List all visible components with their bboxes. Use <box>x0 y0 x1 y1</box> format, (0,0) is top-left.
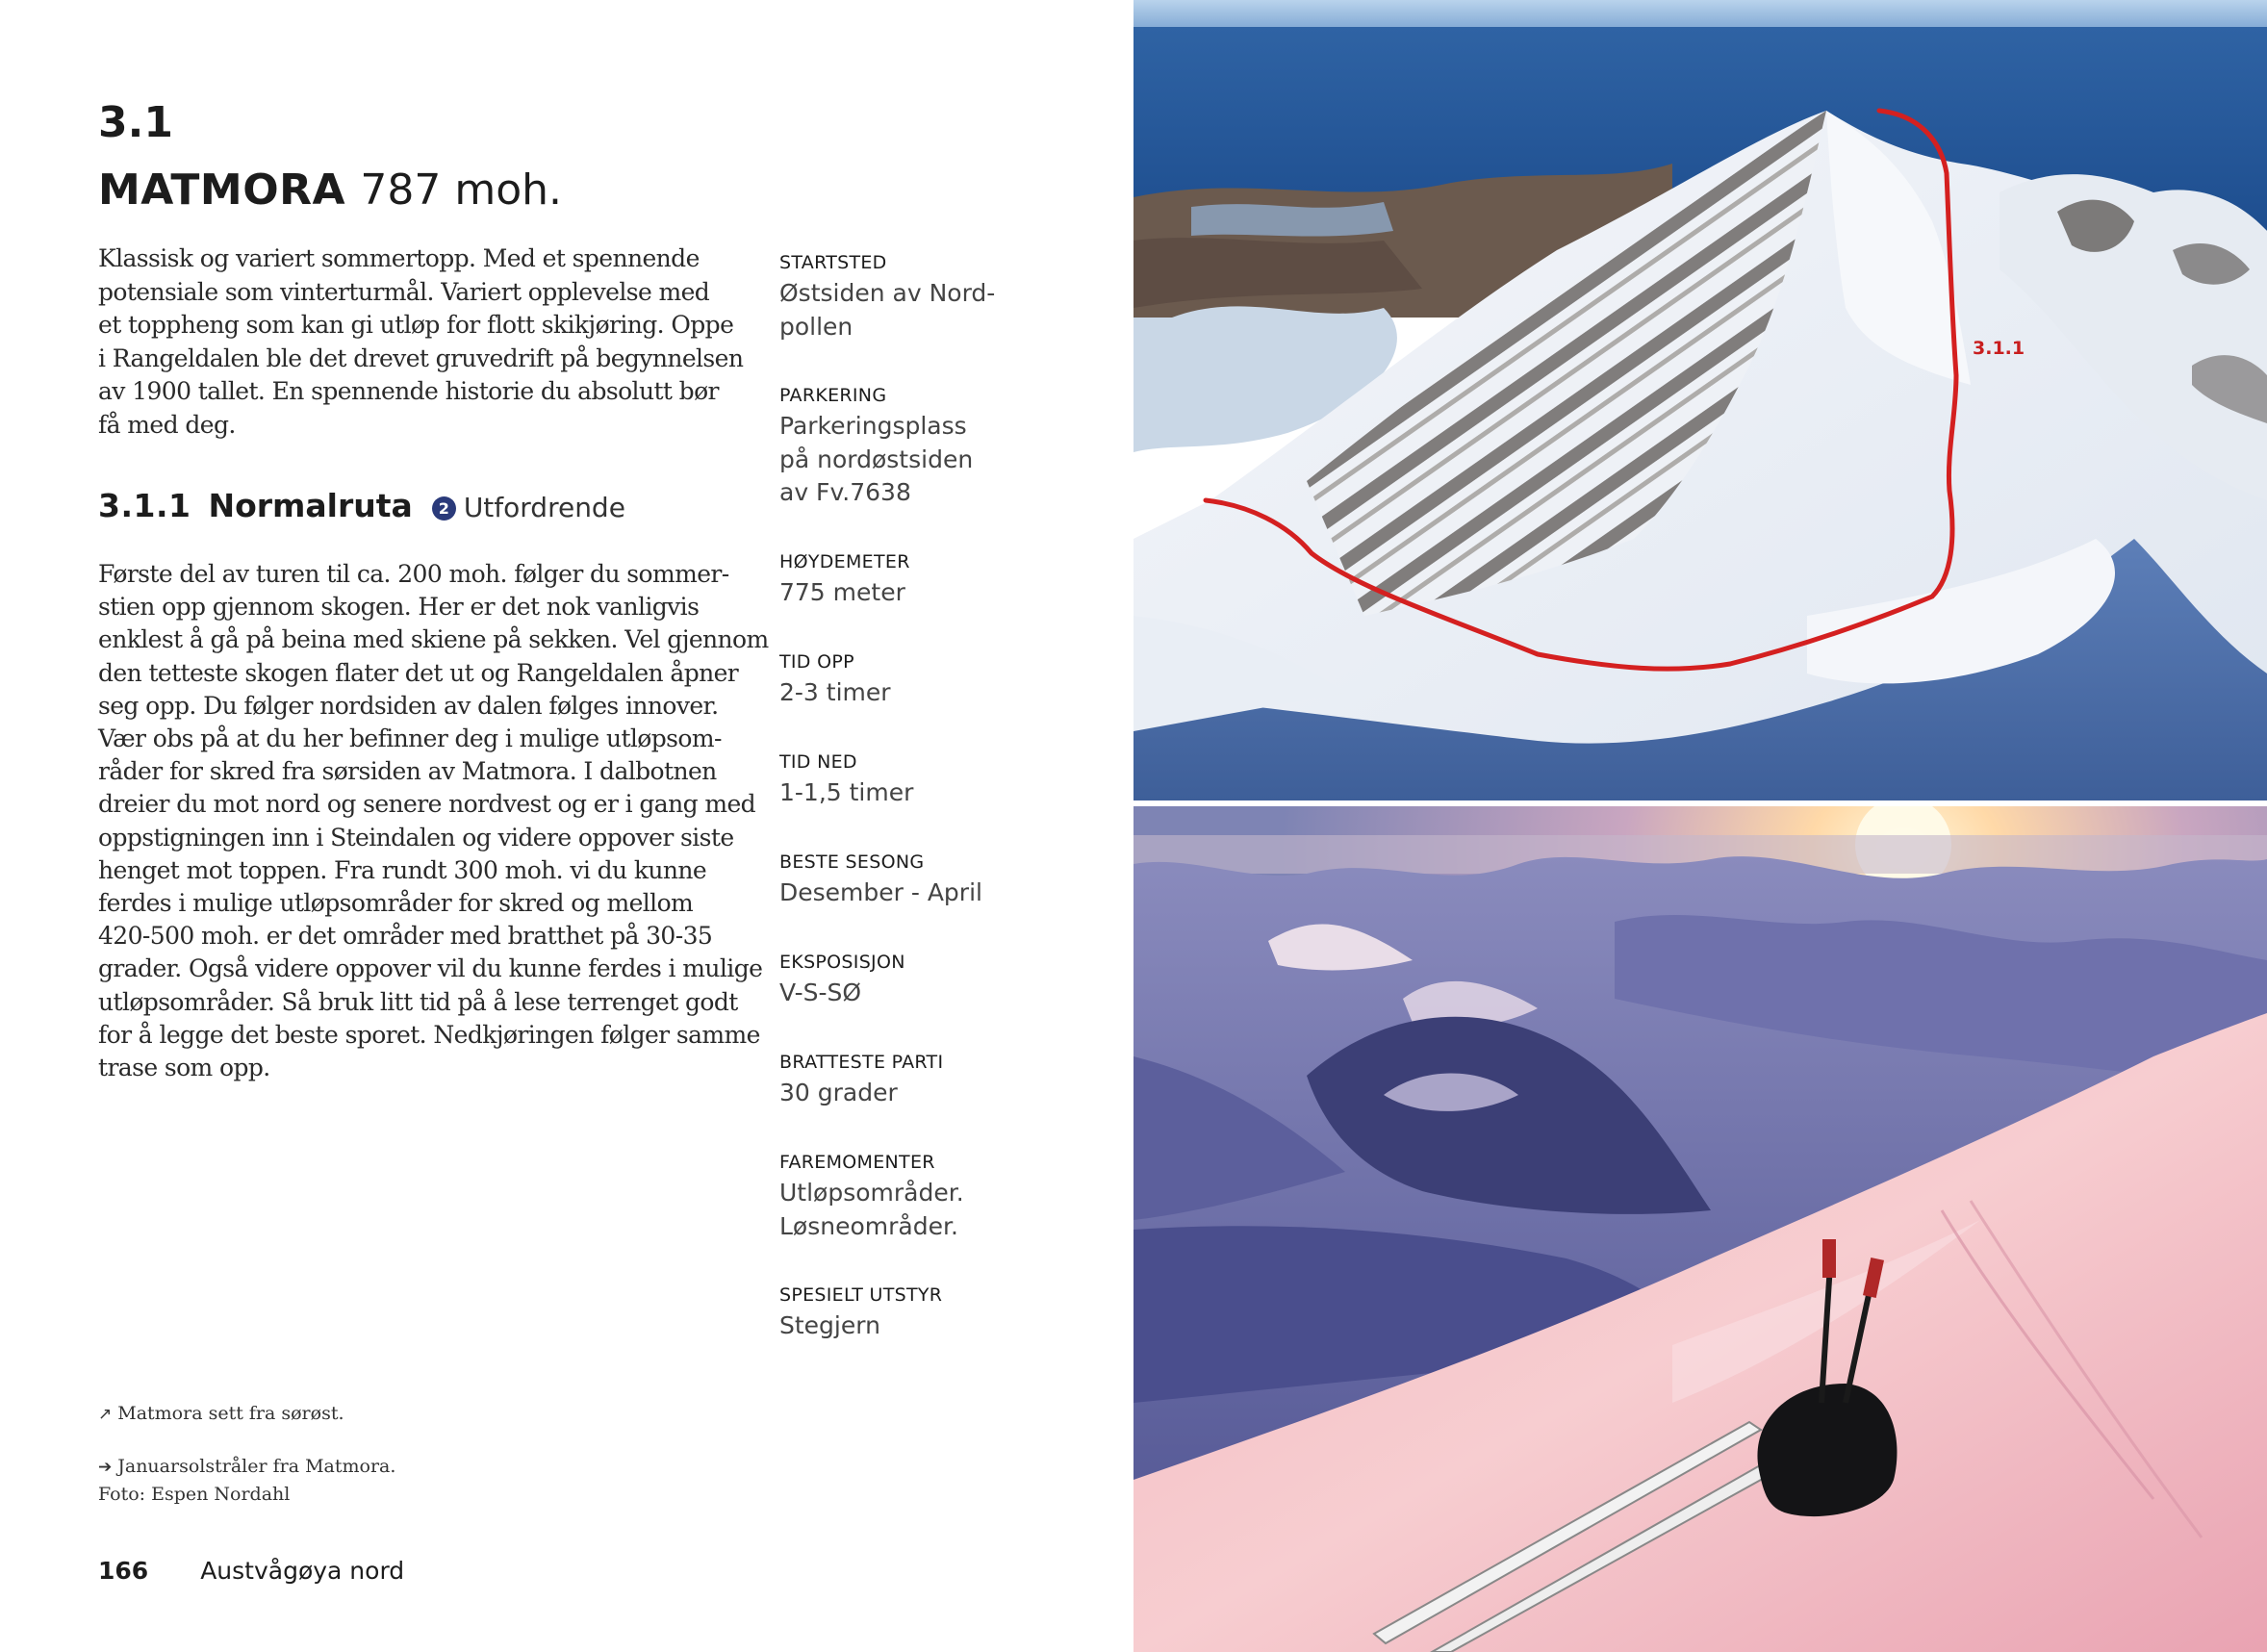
fact-label: TID NED <box>779 751 857 773</box>
fact-label: HØYDEMETER <box>779 551 910 572</box>
caption-text: Januarsolstråler fra Matmora. Foto: Espen Nordahl <box>98 1456 396 1505</box>
body-line: stien opp gjennom skogen. Her er det nok vanligvis <box>98 593 700 622</box>
fact-value: Utløpsområder. Løsneområder. <box>779 1179 964 1240</box>
fact-faremomenter <box>779 1148 1068 1248</box>
intro-line: potensiale som vinterturmål. Variert opplevelse med <box>98 277 710 306</box>
fact-spesielt-utstyr <box>779 1281 1068 1348</box>
body-line: henget mot toppen. Fra rundt 300 moh. vi du kunne <box>98 855 707 884</box>
grade-label: Utfordrende <box>463 492 625 523</box>
intro-line: få med deg. <box>98 410 236 439</box>
fact-value: 775 meter <box>779 578 905 606</box>
fact-value: Desember - April <box>779 878 982 906</box>
body-line: oppstigningen inn i Steindalen og videre oppover siste <box>98 823 734 851</box>
fact-label: BESTE SESONG <box>779 851 925 873</box>
fact-hoydemeter <box>779 547 1068 615</box>
arrow-up-right-icon: ↗ <box>98 1405 113 1424</box>
body-line: grader. Også videre oppover vil du kunne ferdes i mulige <box>98 954 763 983</box>
body-line: 420-500 moh. er det områder med bratthet på 30-35 <box>98 922 713 951</box>
body-line: trase som opp. <box>98 1054 270 1082</box>
page-title <box>98 164 562 217</box>
caption-text: Matmora sett fra sørøst. <box>117 1403 344 1424</box>
intro-line: Klassisk og variert sommertopp. Med et spennende <box>98 244 700 272</box>
fact-tid-ned <box>779 748 1068 815</box>
section-number: 3.1 <box>98 98 173 147</box>
fact-beste-sesong <box>779 848 1068 915</box>
fact-value: 1-1,5 timer <box>779 778 914 806</box>
right-page <box>1134 0 2267 1652</box>
peak-name: MATMORA <box>98 165 346 215</box>
body-line: Vær obs på at du her befinner deg i mulige utløpsom- <box>98 724 722 753</box>
fact-value: Stegjern <box>779 1311 880 1339</box>
page-footer <box>98 1555 404 1588</box>
fact-value: 30 grader <box>779 1079 898 1106</box>
fact-value: Parkeringsplass på nordøstsiden av Fv.7638 <box>779 412 974 506</box>
fact-value: Østsiden av Nord- pollen <box>779 279 996 341</box>
fact-parkering <box>779 381 1068 547</box>
body-line: seg opp. Du følger nordsiden av dalen følges innover. <box>98 691 719 720</box>
route-number: 3.1.1 <box>98 487 191 524</box>
peak-height: 787 moh. <box>360 165 563 215</box>
chapter-name: Austvågøya nord <box>200 1557 405 1585</box>
body-line: Første del av turen til ca. 200 moh. følger du sommer- <box>98 560 729 588</box>
body-line: enklest å gå på beina med skiene på sekken. Vel gjennom <box>98 625 769 654</box>
body-line: dreier du mot nord og senere nordvest og er i gang med <box>98 790 756 819</box>
route-description <box>98 558 769 1084</box>
intro-line: i Rangeldalen ble det drevet gruvedrift på begynnelsen <box>98 343 744 372</box>
fact-label: BRATTESTE PARTI <box>779 1052 944 1073</box>
caption-top-photo <box>98 1400 344 1428</box>
mountain-photo <box>1134 0 2267 801</box>
fact-eksposisjon <box>779 948 1068 1015</box>
fact-label: TID OPP <box>779 651 854 673</box>
body-line: utløpsområder. Så bruk litt tid på å lese terrenget godt <box>98 987 738 1016</box>
route-label: 3.1.1 <box>1973 338 2025 359</box>
body-line: den tetteste skogen flater det ut og Rangeldalen åpner <box>98 658 739 687</box>
intro-line: et toppheng som kan gi utløp for flott skikjøring. Oppe <box>98 311 734 339</box>
caption-bottom-photo <box>98 1453 395 1508</box>
fact-label: STARTSTED <box>779 252 887 273</box>
body-line: ferdes i mulige utløpsområder for skred og mellom <box>98 889 694 918</box>
page-number: 166 <box>98 1557 149 1585</box>
arrow-right-icon: ➔ <box>98 1458 113 1477</box>
fact-bratteste-parti <box>779 1048 1068 1115</box>
fact-label: PARKERING <box>779 385 887 406</box>
route-heading <box>98 486 625 528</box>
facts-column <box>779 248 1068 1348</box>
intro-line: av 1900 tallet. En spennende historie du absolutt bør <box>98 377 719 405</box>
fact-value: 2-3 timer <box>779 678 891 706</box>
intro-paragraph <box>98 242 744 442</box>
fact-label: SPESIELT UTSTYR <box>779 1284 943 1306</box>
body-line: råder for skred fra sørsiden av Matmora. I dalbotnen <box>98 757 717 786</box>
fact-value: V-S-SØ <box>779 978 862 1006</box>
sunset-photo <box>1134 806 2267 1652</box>
pole-grip <box>1822 1239 1836 1278</box>
fact-startsted <box>779 248 1068 348</box>
fact-label: FAREMOMENTER <box>779 1152 935 1173</box>
fact-tid-opp <box>779 648 1068 715</box>
fact-label: EKSPOSISJON <box>779 952 905 973</box>
body-line: for å legge det beste sporet. Nedkjøringen følger samme <box>98 1020 760 1049</box>
grade-badge: 2 <box>432 496 456 521</box>
route-name: Normalruta <box>208 487 413 524</box>
